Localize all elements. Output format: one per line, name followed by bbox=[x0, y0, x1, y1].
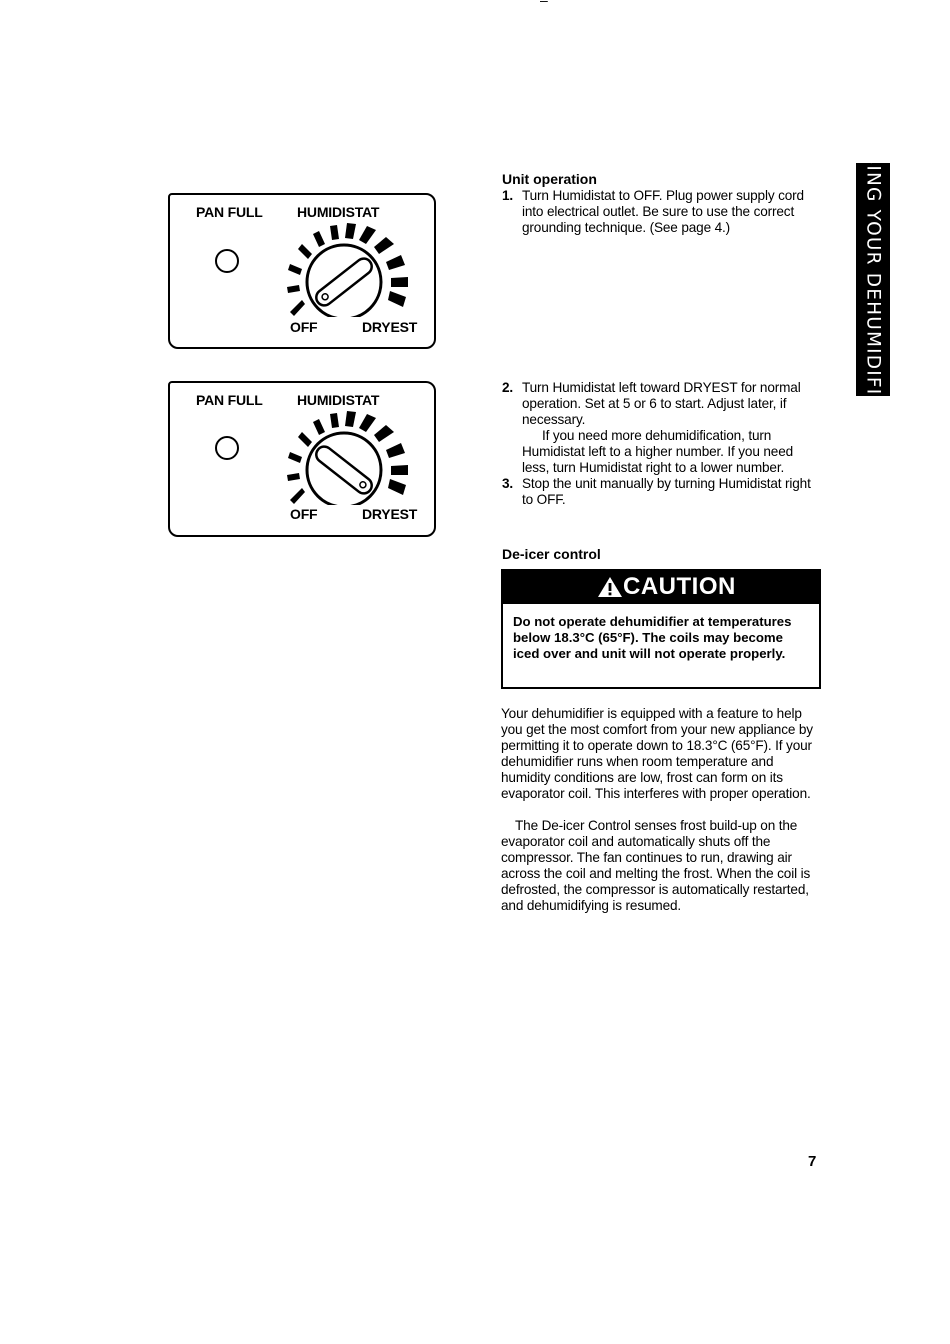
unit-operation-steps-2-3 bbox=[502, 380, 822, 508]
off-label: OFF bbox=[290, 319, 318, 335]
step-item bbox=[502, 380, 822, 476]
pan-full-label: PAN FULL bbox=[196, 204, 263, 220]
step-number: 2. bbox=[502, 380, 514, 395]
humidistat-label: HUMIDISTAT bbox=[297, 204, 380, 220]
humidistat-panel-1 bbox=[168, 193, 436, 349]
step-item bbox=[502, 476, 822, 508]
pan-full-indicator-light bbox=[215, 436, 239, 460]
humidistat-label: HUMIDISTAT bbox=[297, 392, 380, 408]
deicer-paragraph-1: Your dehumidifier is equipped with a feature to help you get the most comfort from your new appliance by permitting it to operate down to 18.3°C (65°F). If your dehumidifier runs when room temperature and humidity conditions are low, frost can form on its evaporator coil. This interferes with proper operation. bbox=[501, 706, 813, 801]
step-extra-text: If you need more dehumidification, turn Humidistat left to a higher number. If you need less, turn Humidistat right to a lower number. bbox=[522, 428, 794, 475]
page-number: 7 bbox=[808, 1153, 817, 1170]
step-number: 3. bbox=[502, 476, 514, 491]
step-text: Stop the unit manually by turning Humidistat right to OFF. bbox=[522, 476, 811, 507]
step-text: Turn Humidistat left toward DRYEST for normal operation. Set at 5 or 6 to start. Adjust later, if necessary. bbox=[522, 380, 801, 427]
humidistat-dial bbox=[282, 405, 412, 505]
step-item bbox=[502, 188, 822, 236]
caution-banner bbox=[501, 569, 821, 604]
warning-triangle-icon bbox=[597, 576, 623, 598]
section-side-tab bbox=[856, 137, 890, 422]
caution-title: CAUTION bbox=[623, 573, 736, 600]
section-side-tab-label: USING YOUR DEHUMIDIFIER bbox=[862, 137, 884, 422]
pan-full-indicator-light bbox=[215, 249, 239, 273]
step-text: Turn Humidistat to OFF. Plug power supply cord into electrical outlet. Be sure to use the correct grounding technique. (See page 4.) bbox=[522, 188, 804, 235]
top-mark: – bbox=[540, 0, 548, 8]
deicer-paragraph-2: The De-icer Control senses frost build-up on the evaporator coil and automatically shuts off the compressor. The fan continues to run, drawing air across the coil and melting the frost. When the coil is defrosted, the compressor is automatically restarted, and dehumidifying is resumed. bbox=[501, 818, 811, 913]
humidistat-panel-2 bbox=[168, 381, 436, 537]
step-number: 1. bbox=[502, 188, 514, 203]
caution-text: Do not operate dehumidifier at temperatures below 18.3°C (65°F). The coils may become iced over and unit will not operate properly. bbox=[501, 604, 821, 689]
humidistat-dial bbox=[282, 217, 412, 317]
unit-operation-heading: Unit operation bbox=[502, 171, 597, 187]
dryest-label: DRYEST bbox=[362, 506, 418, 522]
unit-operation-step-1 bbox=[502, 188, 822, 236]
off-label: OFF bbox=[290, 506, 318, 522]
deicer-heading: De-icer control bbox=[502, 546, 601, 562]
dryest-label: DRYEST bbox=[362, 319, 418, 335]
pan-full-label: PAN FULL bbox=[196, 392, 263, 408]
